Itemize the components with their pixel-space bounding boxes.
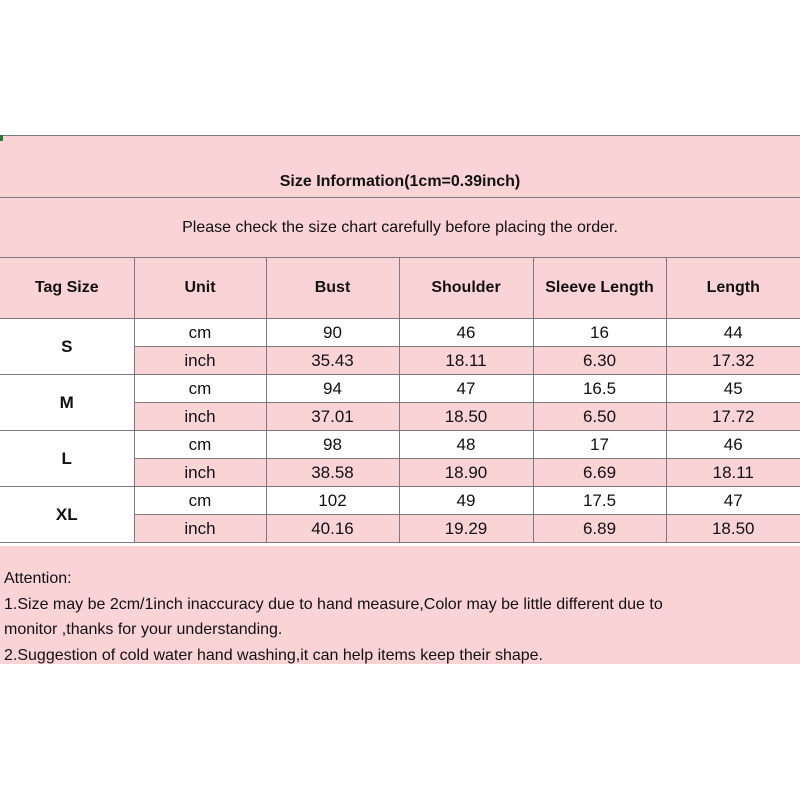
size-info-title: Size Information(1cm=0.39inch)	[0, 136, 800, 198]
column-header-bust: Bust	[266, 258, 399, 319]
shoulder-cell: 18.11	[399, 347, 533, 375]
unit-cell: cm	[134, 375, 266, 403]
bust-cell: 38.58	[266, 459, 399, 487]
attention-heading: Attention:	[4, 570, 72, 587]
shoulder-cell: 48	[399, 431, 533, 459]
table-row	[0, 487, 800, 515]
length-cell: 18.11	[666, 459, 800, 487]
sleeve-length-cell: 6.89	[533, 515, 666, 543]
length-cell: 47	[666, 487, 800, 515]
unit-cell: cm	[134, 431, 266, 459]
bust-cell: 94	[266, 375, 399, 403]
tag-size-cell: S	[0, 319, 134, 375]
attention-line: monitor ,thanks for your understanding.	[4, 621, 283, 638]
sleeve-length-cell: 6.69	[533, 459, 666, 487]
sleeve-length-cell: 17	[533, 431, 666, 459]
column-header-shoulder: Shoulder	[399, 258, 533, 319]
length-cell: 46	[666, 431, 800, 459]
bust-cell: 98	[266, 431, 399, 459]
sleeve-length-cell: 16.5	[533, 375, 666, 403]
size-chart-note: Please check the size chart carefully before placing the order.	[0, 198, 800, 258]
column-header-unit: Unit	[134, 258, 266, 319]
column-header-sleeve-length: Sleeve Length	[533, 258, 666, 319]
sleeve-length-cell: 6.50	[533, 403, 666, 431]
tag-size-cell: M	[0, 375, 134, 431]
tag-size-cell: L	[0, 431, 134, 487]
sleeve-length-cell: 6.30	[533, 347, 666, 375]
length-cell: 18.50	[666, 515, 800, 543]
length-cell: 45	[666, 375, 800, 403]
unit-cell: inch	[134, 515, 266, 543]
size-chart-sheet	[0, 135, 800, 664]
attention-line: 2.Suggestion of cold water hand washing,it can help items keep their shape.	[4, 646, 543, 664]
corner-accent-mark	[0, 135, 3, 141]
length-cell: 44	[666, 319, 800, 347]
bust-cell: 37.01	[266, 403, 399, 431]
sleeve-length-cell: 17.5	[533, 487, 666, 515]
bust-cell: 102	[266, 487, 399, 515]
column-header-tag-size: Tag Size	[0, 258, 134, 319]
length-cell: 17.32	[666, 347, 800, 375]
shoulder-cell: 46	[399, 319, 533, 347]
table-row	[0, 319, 800, 347]
tag-size-cell: XL	[0, 487, 134, 543]
unit-cell: inch	[134, 347, 266, 375]
unit-cell: cm	[134, 319, 266, 347]
shoulder-cell: 18.90	[399, 459, 533, 487]
table-row	[0, 375, 800, 403]
table-row	[0, 431, 800, 459]
shoulder-cell: 49	[399, 487, 533, 515]
attention-notes	[0, 546, 800, 664]
length-cell: 17.72	[666, 403, 800, 431]
table-header-row	[0, 258, 800, 319]
column-header-length: Length	[666, 258, 800, 319]
shoulder-cell: 19.29	[399, 515, 533, 543]
shoulder-cell: 18.50	[399, 403, 533, 431]
unit-cell: cm	[134, 487, 266, 515]
size-table	[0, 258, 800, 543]
shoulder-cell: 47	[399, 375, 533, 403]
sleeve-length-cell: 16	[533, 319, 666, 347]
unit-cell: inch	[134, 459, 266, 487]
attention-line: 1.Size may be 2cm/1inch inaccuracy due to hand measure,Color may be little different due to	[4, 595, 663, 613]
bust-cell: 90	[266, 319, 399, 347]
bust-cell: 40.16	[266, 515, 399, 543]
unit-cell: inch	[134, 403, 266, 431]
bust-cell: 35.43	[266, 347, 399, 375]
